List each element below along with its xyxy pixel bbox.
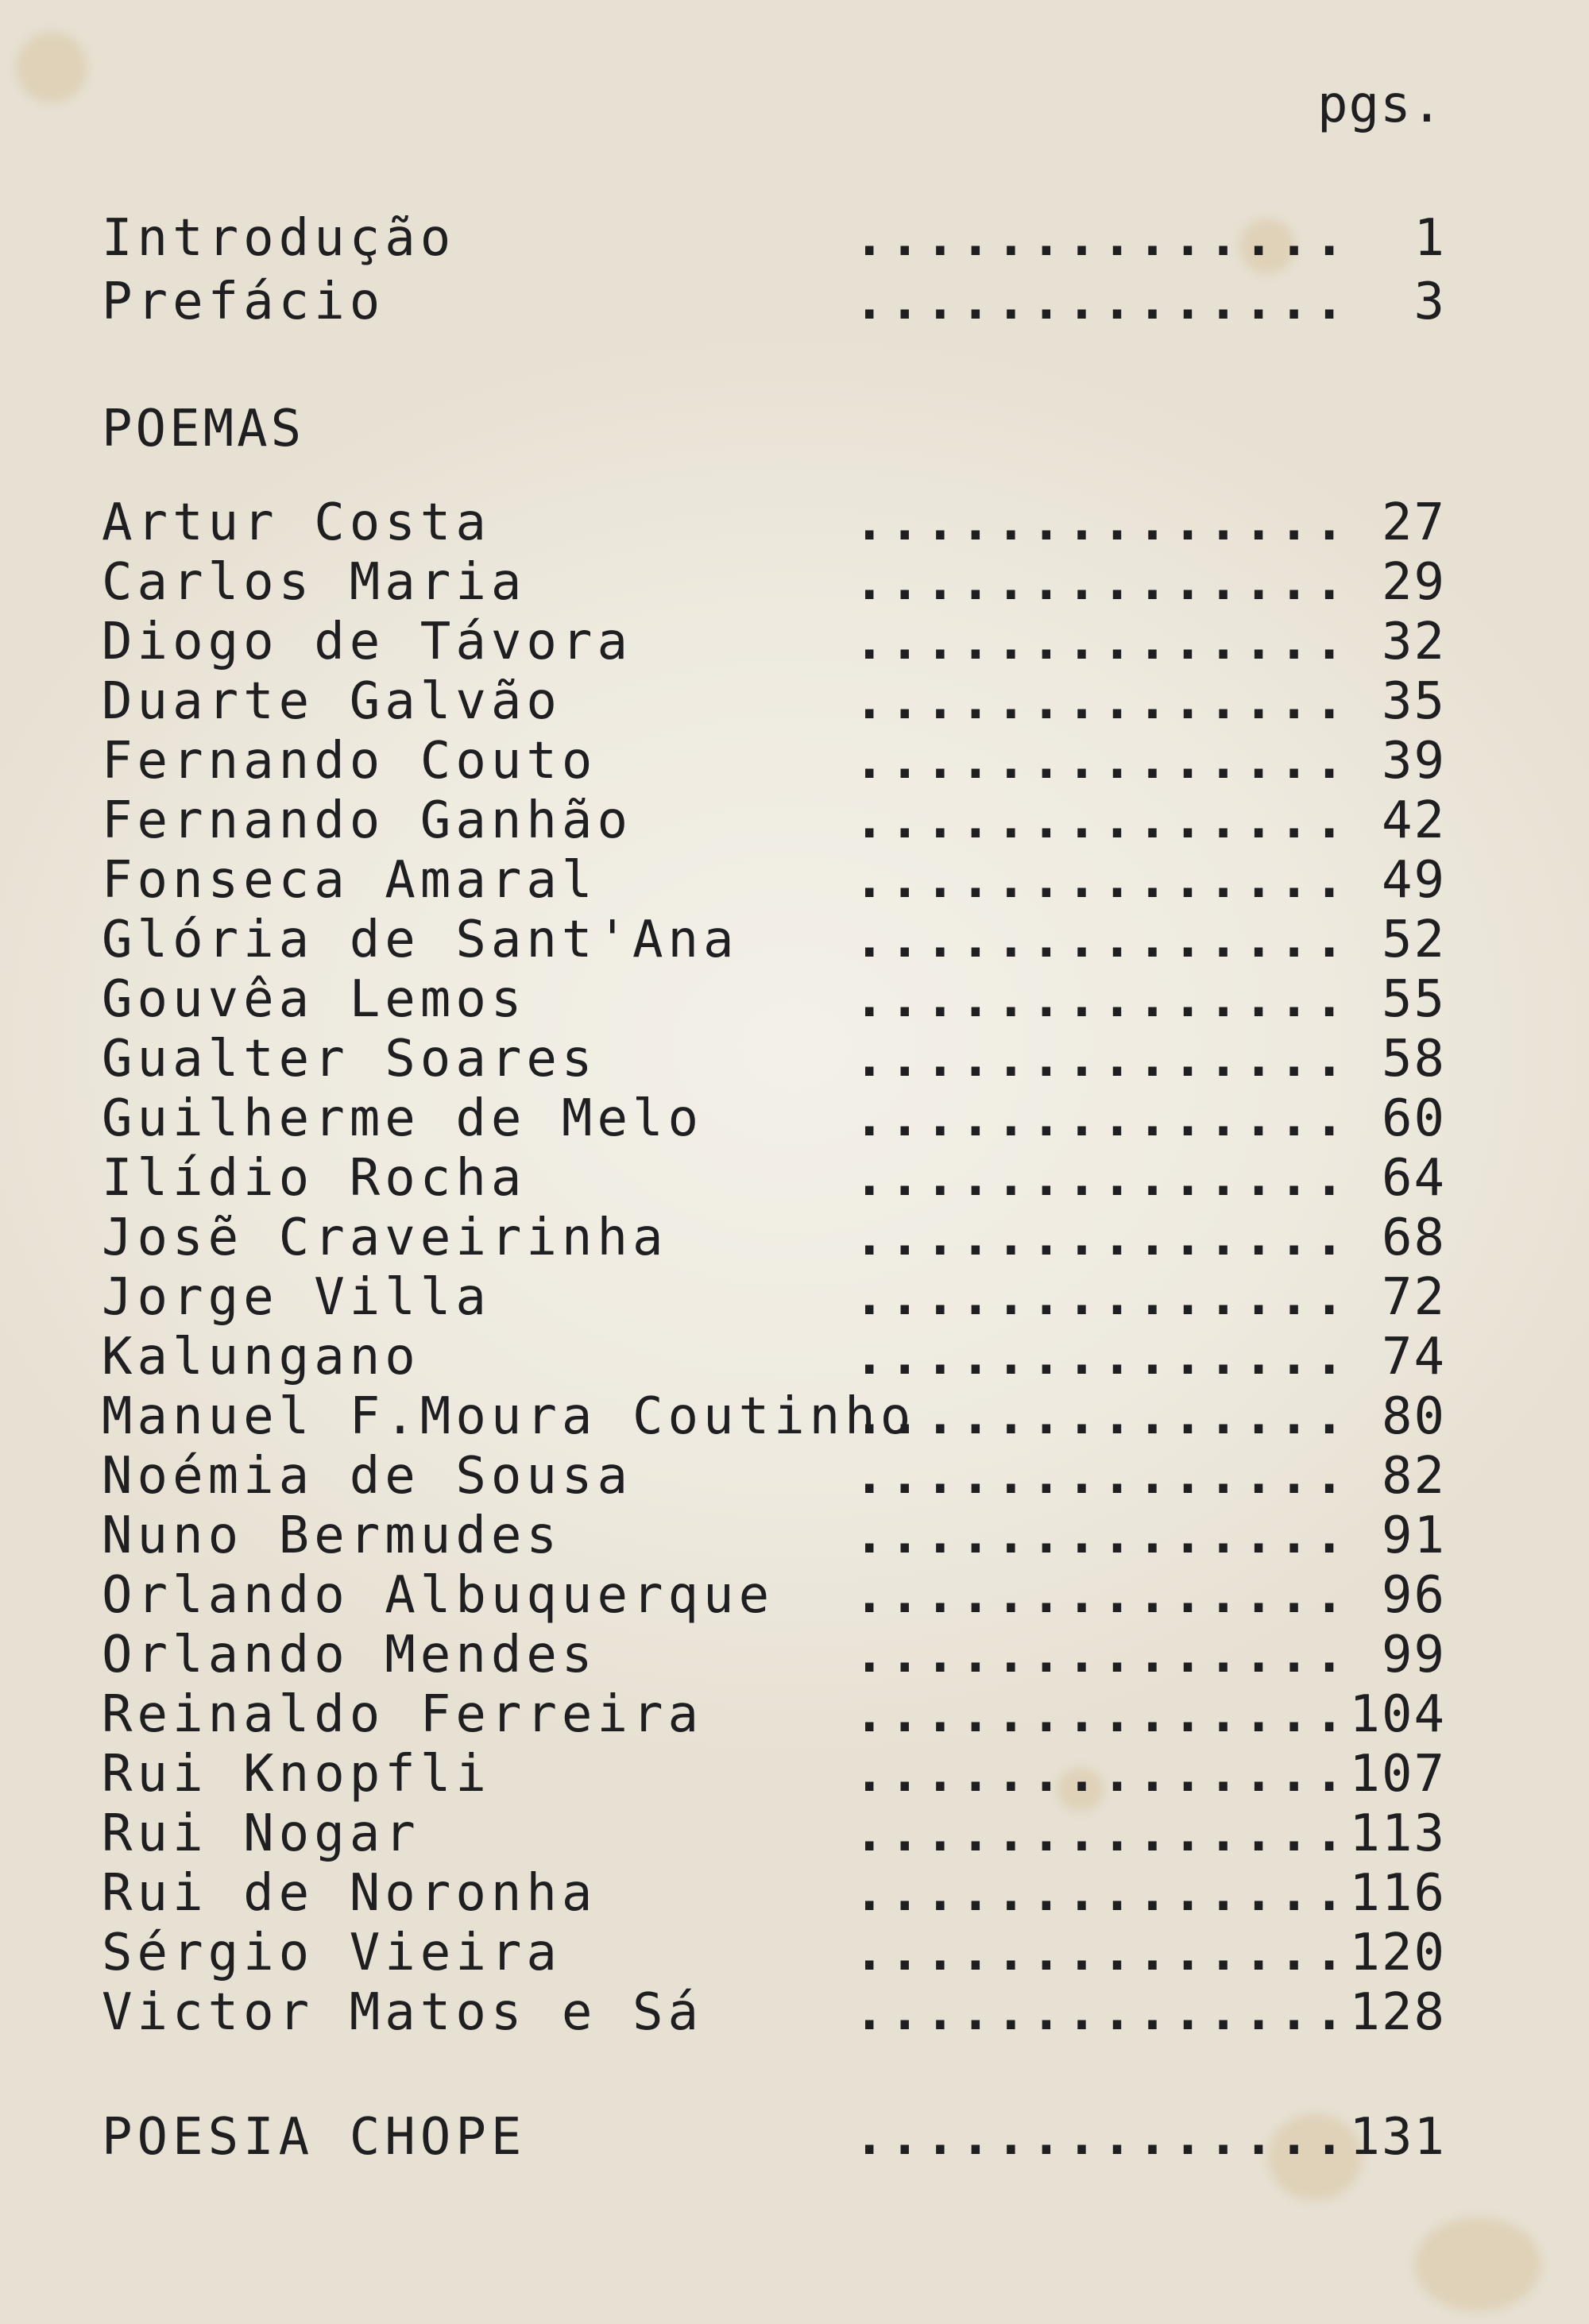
- dot-leader: ..............: [854, 1983, 1350, 2042]
- page-number: 3: [1413, 273, 1446, 331]
- page-number: 60: [1381, 1089, 1446, 1148]
- toc-entry[interactable]: [0, 968, 1589, 1031]
- toc-entry-poesia-chope[interactable]: [0, 2106, 1589, 2169]
- entry-title: Manuel F.Moura Coutinho: [102, 1387, 916, 1446]
- dot-leader: ..............: [854, 1745, 1350, 1804]
- dot-leader: ..............: [854, 1626, 1350, 1684]
- toc-entry-introducao[interactable]: [0, 207, 1589, 270]
- dot-leader: ..............: [854, 1030, 1350, 1089]
- toc-entry[interactable]: [0, 1683, 1589, 1746]
- toc-entry[interactable]: [0, 1921, 1589, 1985]
- toc-entry[interactable]: [0, 670, 1589, 733]
- entry-title: Duarte Galvão: [102, 672, 562, 731]
- entry-title: Fonseca Amaral: [102, 851, 597, 910]
- dot-leader: ..............: [854, 791, 1350, 850]
- toc-entry[interactable]: [0, 1087, 1589, 1150]
- toc-entry[interactable]: [0, 1325, 1589, 1389]
- toc-entry[interactable]: [0, 1623, 1589, 1687]
- toc-entry[interactable]: [0, 1385, 1589, 1448]
- page-number: 80: [1381, 1387, 1446, 1446]
- page-number: 113: [1349, 1804, 1446, 1863]
- page-number: 131: [1349, 2108, 1446, 2167]
- page-number: 32: [1381, 613, 1446, 671]
- page-number: 49: [1381, 851, 1446, 910]
- dot-leader: ..............: [854, 911, 1350, 969]
- entry-title: Rui Knopfli: [102, 1745, 491, 1804]
- dot-leader: ..............: [854, 553, 1350, 612]
- dot-leader: ..............: [854, 1387, 1350, 1446]
- page-number: 42: [1381, 791, 1446, 850]
- toc-entry[interactable]: [0, 1266, 1589, 1329]
- toc-entry[interactable]: [0, 1862, 1589, 1925]
- entry-title: Nuno Bermudes: [102, 1506, 562, 1565]
- dot-leader: ..............: [854, 1685, 1350, 1744]
- entry-title: Orlando Albuquerque: [102, 1566, 775, 1625]
- page-number: 1: [1413, 209, 1446, 268]
- entry-title: Orlando Mendes: [102, 1626, 597, 1684]
- page-number: 91: [1381, 1506, 1446, 1565]
- toc-entry[interactable]: [0, 729, 1589, 793]
- dot-leader: ..............: [854, 1804, 1350, 1863]
- entry-title: Carlos Maria: [102, 553, 527, 612]
- page-number: 96: [1381, 1566, 1446, 1625]
- page-number: 27: [1381, 493, 1446, 552]
- dot-leader: ..............: [854, 1089, 1350, 1148]
- toc-entry[interactable]: [0, 1206, 1589, 1270]
- toc-entry[interactable]: [0, 1742, 1589, 1806]
- page-number: 74: [1381, 1328, 1446, 1386]
- section-heading-poemas: POEMAS: [102, 400, 305, 458]
- page-number: 82: [1381, 1447, 1446, 1506]
- page-number: 116: [1349, 1864, 1446, 1923]
- toc-entry[interactable]: [0, 789, 1589, 853]
- toc-entry[interactable]: [0, 1802, 1589, 1866]
- dot-leader: ..............: [854, 672, 1350, 731]
- entry-title: Victor Matos e Sá: [102, 1983, 704, 2042]
- page-number: 68: [1381, 1208, 1446, 1267]
- entry-title: Fernando Ganhão: [102, 791, 632, 850]
- page-number: 29: [1381, 553, 1446, 612]
- page-number: 52: [1381, 911, 1446, 969]
- entry-title: Josẽ Craveirinha: [102, 1208, 668, 1267]
- dot-leader: ..............: [854, 2108, 1350, 2167]
- toc-entry[interactable]: [0, 610, 1589, 674]
- dot-leader: ..............: [854, 851, 1350, 910]
- dot-leader: ..............: [854, 493, 1350, 552]
- toc-entry-prefacio[interactable]: [0, 270, 1589, 334]
- toc-entry[interactable]: [0, 1564, 1589, 1627]
- toc-entry[interactable]: [0, 1147, 1589, 1210]
- dot-leader: ..............: [854, 1924, 1350, 1982]
- page-number: 99: [1381, 1626, 1446, 1684]
- dot-leader: ..............: [854, 732, 1350, 791]
- toc-entry[interactable]: [0, 491, 1589, 555]
- dot-leader: ..............: [854, 613, 1350, 671]
- page-number: 58: [1381, 1030, 1446, 1089]
- entry-title: Glória de Sant'Ana: [102, 911, 739, 969]
- age-stain: [1414, 2217, 1541, 2312]
- toc-entry[interactable]: [0, 551, 1589, 614]
- entry-title: Introdução: [102, 209, 456, 268]
- pages-column-label: pgs.: [1317, 75, 1444, 134]
- dot-leader: ..............: [854, 273, 1350, 331]
- page-number: 128: [1349, 1983, 1446, 2042]
- dot-leader: ..............: [854, 1208, 1350, 1267]
- toc-entry[interactable]: [0, 1504, 1589, 1568]
- page-number: 104: [1349, 1685, 1446, 1744]
- dot-leader: ..............: [854, 1864, 1350, 1923]
- page-number: 72: [1381, 1268, 1446, 1327]
- dot-leader: ..............: [854, 209, 1350, 268]
- dot-leader: ..............: [854, 1149, 1350, 1208]
- dot-leader: ..............: [854, 1268, 1350, 1327]
- age-stain: [16, 32, 87, 103]
- entry-title: POESIA CHOPE: [102, 2108, 527, 2167]
- page-number: 55: [1381, 970, 1446, 1029]
- entry-title: Guilherme de Melo: [102, 1089, 704, 1148]
- entry-title: Noémia de Sousa: [102, 1447, 632, 1506]
- toc-entry[interactable]: [0, 1981, 1589, 2044]
- entry-title: Ilídio Rocha: [102, 1149, 527, 1208]
- page-number: 35: [1381, 672, 1446, 731]
- entry-title: Reinaldo Ferreira: [102, 1685, 704, 1744]
- page-number: 64: [1381, 1149, 1446, 1208]
- page-number: 39: [1381, 732, 1446, 791]
- toc-entry[interactable]: [0, 908, 1589, 972]
- toc-entry[interactable]: [0, 1027, 1589, 1091]
- dot-leader: ..............: [854, 1328, 1350, 1386]
- entry-title: Gouvêa Lemos: [102, 970, 527, 1029]
- entry-title: Diogo de Távora: [102, 613, 632, 671]
- page-number: 120: [1349, 1924, 1446, 1982]
- entry-title: Fernando Couto: [102, 732, 597, 791]
- toc-entry[interactable]: [0, 849, 1589, 912]
- toc-entry[interactable]: [0, 1444, 1589, 1508]
- entry-title: Sérgio Vieira: [102, 1924, 562, 1982]
- entry-title: Gualter Soares: [102, 1030, 597, 1089]
- entry-title: Artur Costa: [102, 493, 491, 552]
- entry-title: Jorge Villa: [102, 1268, 491, 1327]
- entry-title: Rui Nogar: [102, 1804, 420, 1863]
- entry-title: Prefácio: [102, 273, 385, 331]
- dot-leader: ..............: [854, 1566, 1350, 1625]
- page-number: 107: [1349, 1745, 1446, 1804]
- dot-leader: ..............: [854, 970, 1350, 1029]
- entry-title: Rui de Noronha: [102, 1864, 597, 1923]
- dot-leader: ..............: [854, 1506, 1350, 1565]
- entry-title: Kalungano: [102, 1328, 420, 1386]
- dot-leader: ..............: [854, 1447, 1350, 1506]
